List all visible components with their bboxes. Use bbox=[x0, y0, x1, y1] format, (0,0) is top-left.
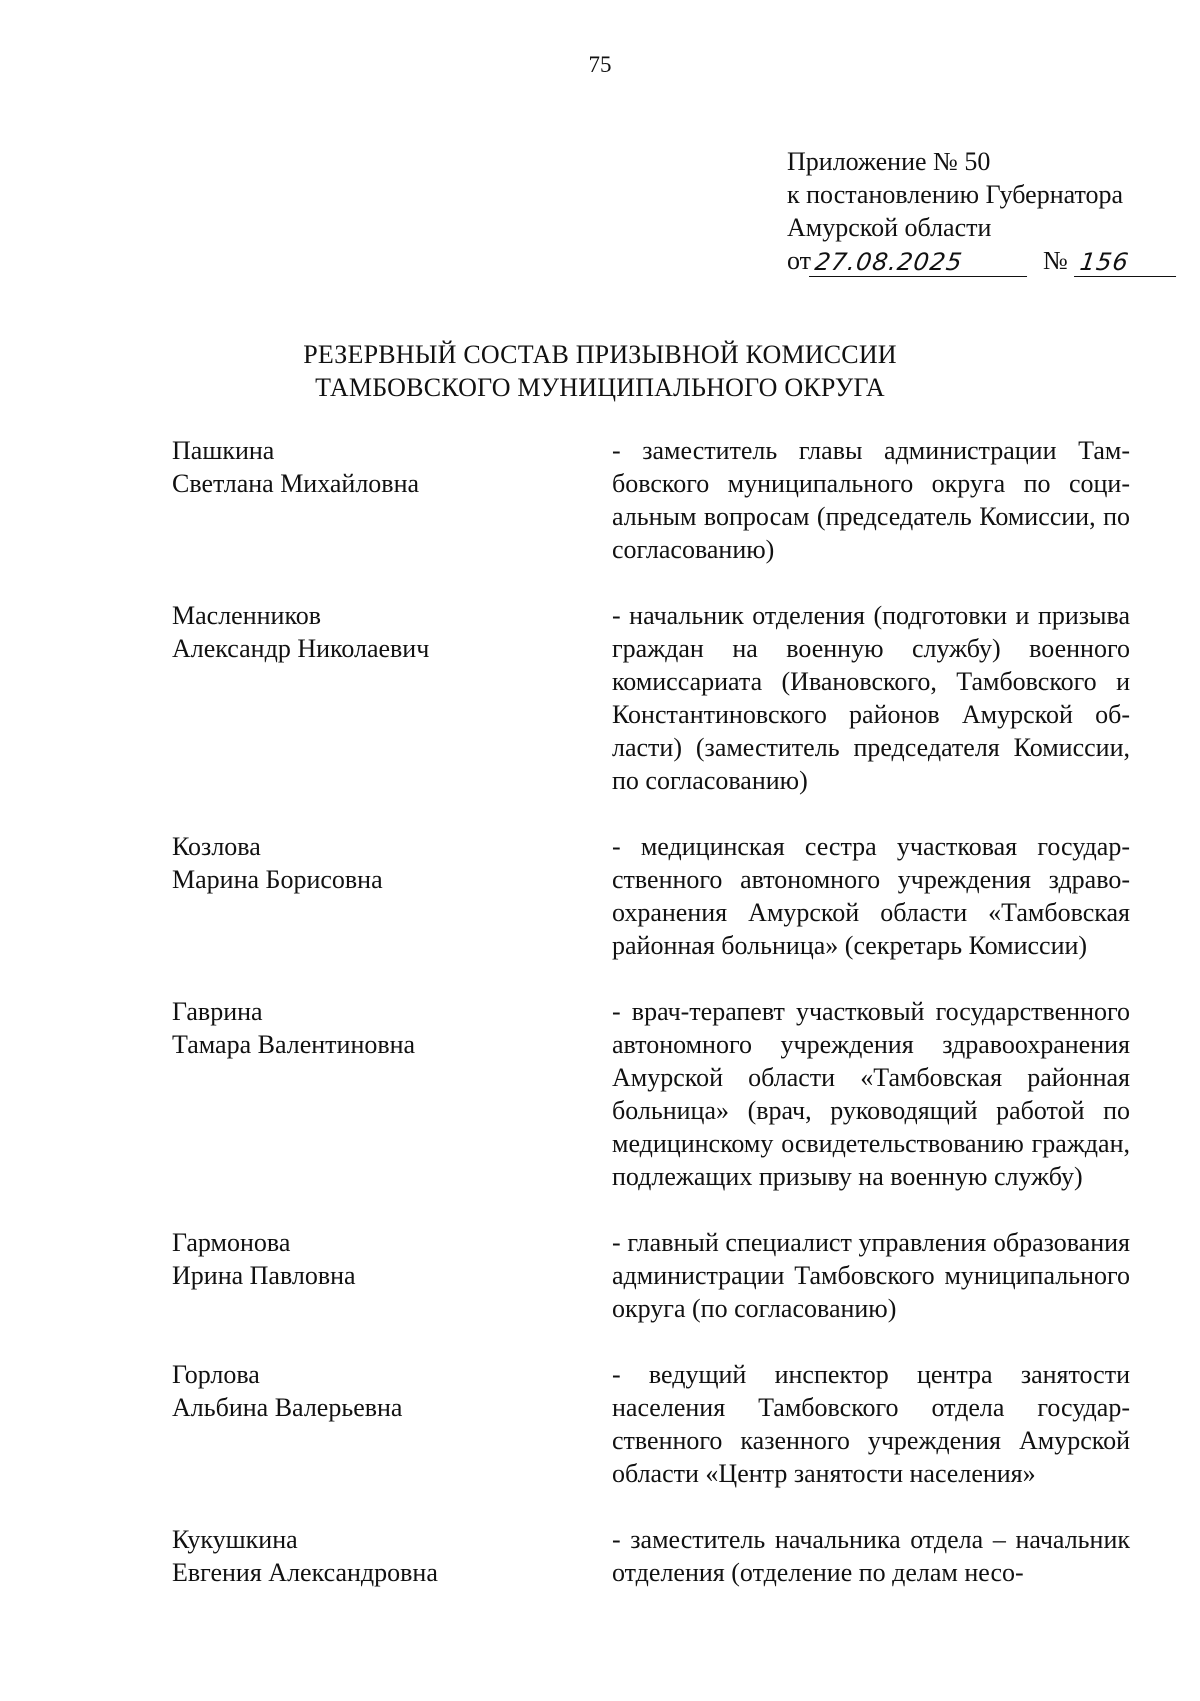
member-given-name: Александр Николаевич bbox=[172, 634, 430, 663]
appendix-header bbox=[787, 145, 1178, 277]
date-prefix: от bbox=[787, 246, 812, 275]
page-number: 75 bbox=[588, 52, 612, 77]
member-row bbox=[172, 599, 1130, 797]
number-sign: № bbox=[1043, 246, 1068, 275]
handwritten-date: 27.08.2025 bbox=[809, 248, 1031, 277]
member-surname: Горлова bbox=[172, 1360, 260, 1389]
member-row bbox=[172, 1358, 1130, 1490]
member-name bbox=[172, 830, 612, 962]
member-name bbox=[172, 1523, 612, 1589]
member-position: - ведущий инспектор центра занятости населения Тамбовского отдела государственного казенного учреждения Амурской области «Центр занятости населения» bbox=[612, 1360, 1130, 1488]
appendix-region-line: Амурской области bbox=[787, 213, 992, 242]
member-name bbox=[172, 1358, 612, 1490]
appendix-title: Приложение № 50 bbox=[787, 147, 991, 176]
member-row bbox=[172, 1523, 1130, 1589]
title-line-1: РЕЗЕРВНЫЙ СОСТАВ ПРИЗЫВНОЙ КОМИССИИ bbox=[303, 340, 897, 369]
member-surname: Пашкина bbox=[172, 436, 275, 465]
handwritten-number: 156 bbox=[1074, 248, 1180, 277]
member-name bbox=[172, 1226, 612, 1325]
member-name bbox=[172, 434, 612, 566]
member-position: - начальник отделения (подготовки и призыва граждан на военную службу) военного комиссариата (Ивановского, Тамбовского и Константиновского районов Амурской области) (заместитель председателя Комиссии, по согласованию) bbox=[612, 601, 1130, 795]
member-given-name: Евгения Александровна bbox=[172, 1558, 438, 1587]
member-position: - главный специалист управления образования администрации Тамбовского муниципального округа (по согласованию) bbox=[612, 1228, 1130, 1323]
member-surname: Гаврина bbox=[172, 997, 263, 1026]
member-surname: Масленников bbox=[172, 601, 322, 630]
member-given-name: Светлана Михайловна bbox=[172, 469, 420, 498]
document-title bbox=[0, 338, 1200, 404]
member-surname: Гармонова bbox=[172, 1228, 291, 1257]
appendix-decree-line: к постановлению Губернатора bbox=[787, 180, 1124, 209]
member-given-name: Марина Борисовна bbox=[172, 865, 383, 894]
member-name bbox=[172, 599, 612, 797]
member-row bbox=[172, 434, 1130, 566]
member-position: - заместитель главы администрации Тамбовского муниципального округа по социальным вопросам (председатель Комиссии, по согласованию) bbox=[612, 436, 1130, 564]
member-position: - медицинская сестра участковая государственного автономного учреждения здравоохранения Амурской области «Тамбовская районная больница» (секретарь Комиссии) bbox=[612, 832, 1130, 960]
title-line-2: ТАМБОВСКОГО МУНИЦИПАЛЬНОГО ОКРУГА bbox=[315, 373, 885, 402]
member-row bbox=[172, 1226, 1130, 1325]
appendix-date-line bbox=[787, 244, 1178, 277]
member-name bbox=[172, 995, 612, 1193]
member-position: - врач-терапевт участковый государственного автономного учреждения здравоохранения Амурской области «Тамбовская районная больница» (врач, руководящий работой по медицинскому освидетельствованию граждан, подлежащих призыву на военную службу) bbox=[612, 997, 1130, 1191]
member-given-name: Ирина Павловна bbox=[172, 1261, 356, 1290]
member-surname: Козлова bbox=[172, 832, 261, 861]
member-given-name: Тамара Валентиновна bbox=[172, 1030, 416, 1059]
members-list bbox=[172, 434, 1130, 1622]
member-row bbox=[172, 830, 1130, 962]
member-given-name: Альбина Валерьевна bbox=[172, 1393, 403, 1422]
member-surname: Кукушкина bbox=[172, 1525, 298, 1554]
member-row bbox=[172, 995, 1130, 1193]
member-position: - заместитель начальника отдела – начальник отделения (отделение по делам несо- bbox=[612, 1525, 1130, 1587]
